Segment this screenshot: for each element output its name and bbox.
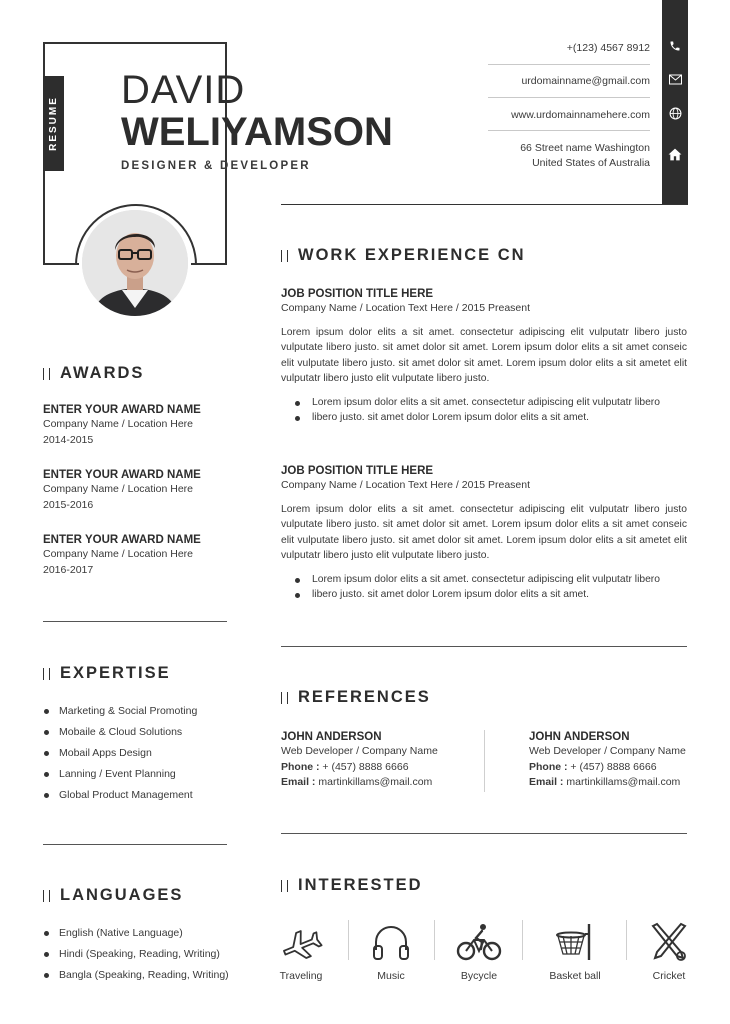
job-company: Company Name / Location Text Here / 2015 Preasent: [281, 302, 531, 314]
email-label: Email :: [529, 776, 564, 788]
reference-email[interactable]: martinkillams@mail.com: [318, 776, 433, 788]
work-title: [281, 246, 526, 265]
award-name: ENTER YOUR AWARD NAME: [43, 404, 201, 416]
reference-separator: [484, 730, 485, 792]
job-title: DESIGNER & DEVELOPER: [121, 160, 311, 172]
job-description: Lorem ipsum dolor elits a sit amet. consectetur adipiscing elit vulputatr libero justo vulputate libero justo. sit amet dolor sit amet. Lorem ipsum dolor elits a sit amet conseic elit vulputate libero justo. sit amet dolor sit amet. Lorem ipsum dolor elits a sit ametet elit vulputatr libero justo elit vulputate libero justo.: [281, 326, 687, 384]
first-name: DAVID: [121, 68, 246, 112]
award-item: [43, 534, 201, 578]
languages-title: [43, 886, 183, 905]
airplane-icon: [279, 922, 323, 962]
mail-icon: [662, 74, 688, 88]
section-bars-icon: [43, 890, 50, 902]
list-item: Mobail Apps Design: [43, 743, 197, 764]
phone-label: Phone :: [281, 760, 320, 773]
phone-icon: [662, 40, 688, 55]
award-org: Company Name / Location Here: [43, 418, 193, 430]
reference-email-row: [281, 775, 438, 791]
reference-name: JOHN ANDERSON: [281, 731, 382, 743]
contact-separator: [488, 130, 650, 131]
list-item: Lorem ipsum dolor elits a sit amet. consectetur adipiscing elit vulputatr libero: [281, 395, 687, 411]
list-item: Hindi (Speaking, Reading, Writing): [43, 944, 229, 965]
reference-email[interactable]: martinkillams@mail.com: [566, 776, 681, 788]
job-entry: [281, 288, 687, 426]
contact-website[interactable]: www.urdomainnamehere.com: [511, 109, 650, 121]
contact-phone[interactable]: +(123) 4567 8912: [566, 42, 650, 54]
award-item: [43, 469, 201, 513]
resume-tab-label: RESUME: [48, 96, 60, 151]
hobby-label: Traveling: [279, 970, 323, 982]
expertise-title-text: EXPERTISE: [60, 664, 171, 682]
globe-icon: [662, 107, 688, 123]
job-description: Lorem ipsum dolor elits a sit amet. consectetur adipiscing elit vulputatr libero justo vulputate libero justo. sit amet dolor sit amet. Lorem ipsum dolor elits a sit amet conseic elit vulputate libero justo. sit amet dolor sit amet. Lorem ipsum dolor elits a sit ametet elit vulputatr libero justo elit vulputate libero justo.: [281, 503, 687, 561]
work-title-text: WORK EXPERIENCE CN: [298, 246, 526, 264]
hobby-item: [532, 918, 618, 982]
hobby-separator: [434, 920, 435, 960]
award-years: 2014-2015: [43, 433, 94, 446]
awards-title-text: AWARDS: [60, 364, 145, 382]
section-divider: [43, 621, 227, 622]
cricket-icon: [647, 922, 691, 962]
contact-separator: [488, 97, 650, 98]
references-title: [281, 688, 431, 707]
award-item: [43, 404, 201, 448]
hobby-label: Cricket: [652, 970, 686, 982]
award-org: Company Name / Location Here: [43, 483, 193, 495]
job-entry: [281, 465, 687, 603]
award-years: 2015-2016: [43, 498, 94, 511]
last-name: WELIYAMSON: [121, 110, 393, 154]
list-item: Marketing & Social Promoting: [43, 701, 197, 722]
section-divider: [281, 833, 687, 834]
portrait-illustration: [82, 210, 188, 316]
hobby-item: [626, 918, 712, 982]
interested-title-text: INTERESTED: [298, 876, 423, 894]
hobby-item: [258, 918, 344, 982]
list-item: Bangla (Speaking, Reading, Writing): [43, 965, 229, 986]
resume-tab: [43, 76, 64, 171]
list-item: libero justo. sit amet dolor Lorem ipsum dolor elits a sit amet.: [281, 587, 687, 603]
job-bullets: [281, 572, 687, 603]
job-bullets: [281, 395, 687, 426]
section-bars-icon: [281, 692, 288, 704]
reference-name: JOHN ANDERSON: [529, 731, 630, 743]
list-item: Lanning / Event Planning: [43, 764, 197, 785]
languages-list: [43, 923, 229, 986]
list-item: Global Product Management: [43, 785, 197, 806]
basketball-hoop-icon: [553, 922, 597, 962]
section-bars-icon: [43, 368, 50, 380]
award-years: 2016-2017: [43, 563, 94, 576]
award-org: Company Name / Location Here: [43, 548, 193, 560]
reference-phone[interactable]: + (457) 8888 6666: [570, 760, 657, 773]
job-position: JOB POSITION TITLE HERE: [281, 465, 434, 477]
list-item: Mobaile & Cloud Solutions: [43, 722, 197, 743]
bicycle-icon: [456, 922, 502, 962]
phone-label: Phone :: [529, 760, 568, 773]
hobby-separator: [522, 920, 523, 960]
headphones-icon: [369, 922, 413, 962]
header-rule: [281, 204, 688, 205]
list-item: Lorem ipsum dolor elits a sit amet. consectetur adipiscing elit vulputatr libero: [281, 572, 687, 588]
section-divider: [43, 844, 227, 845]
avatar: [82, 210, 188, 316]
hobby-item: [348, 918, 434, 982]
expertise-list: [43, 701, 197, 806]
header-frame-top: [43, 42, 227, 44]
job-company: Company Name / Location Text Here / 2015 Preasent: [281, 479, 531, 491]
expertise-title: [43, 664, 171, 683]
hobby-item: [436, 918, 522, 982]
job-position: JOB POSITION TITLE HERE: [281, 288, 434, 300]
awards-title: [43, 364, 144, 383]
reference-phone[interactable]: + (457) 8888 6666: [322, 760, 409, 773]
list-item: libero justo. sit amet dolor Lorem ipsum dolor elits a sit amet.: [281, 410, 687, 426]
contact-icon-bar: [662, 0, 688, 204]
reference-card: [529, 731, 686, 791]
reference-role: Web Developer / Company Name: [281, 745, 438, 757]
section-divider: [281, 646, 687, 647]
reference-phone-row: [529, 760, 686, 776]
references-title-text: REFERENCES: [298, 688, 431, 706]
home-icon: [662, 148, 688, 164]
email-label: Email :: [281, 776, 316, 788]
languages-title-text: LANGUAGES: [60, 886, 184, 904]
interested-title: [281, 876, 423, 895]
hobby-label: Bycycle: [460, 970, 498, 982]
hobby-label: Music: [377, 970, 405, 982]
hobby-label: Basket ball: [549, 970, 601, 982]
contact-email[interactable]: urdomainname@gmail.com: [521, 75, 650, 87]
section-bars-icon: [43, 668, 50, 680]
contact-address-line1: 66 Street name Washington: [520, 142, 650, 154]
reference-card: [281, 731, 438, 791]
award-name: ENTER YOUR AWARD NAME: [43, 469, 201, 481]
list-item: English (Native Language): [43, 923, 229, 944]
section-bars-icon: [281, 880, 288, 892]
contact-separator: [488, 64, 650, 65]
reference-phone-row: [281, 760, 438, 776]
reference-email-row: [529, 775, 686, 791]
reference-role: Web Developer / Company Name: [529, 745, 686, 757]
section-bars-icon: [281, 250, 288, 262]
award-name: ENTER YOUR AWARD NAME: [43, 534, 201, 546]
contact-address-line2: United States of Australia: [532, 157, 650, 169]
